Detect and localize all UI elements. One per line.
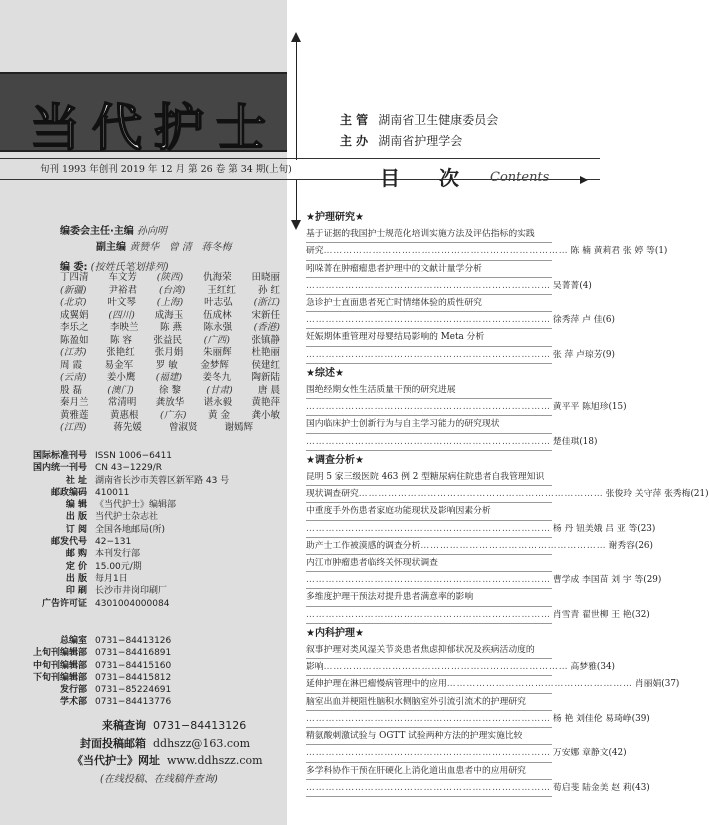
- pubinfo-label: 社 址: [65, 475, 87, 486]
- toc-entry-authors: 肖丽娟(37): [634, 679, 680, 690]
- toc-entry-title: 精氨酸刺激试验与 OGTT 试验两种方法的护理实施比较: [306, 728, 552, 745]
- pubinfo-label: 国际标准刊号: [32, 451, 87, 461]
- pubinfo-value: 4301004000084: [95, 598, 170, 609]
- toc-section-heading: ★综述★: [306, 367, 344, 379]
- phones-label: 下旬刊编辑部: [32, 672, 87, 683]
- committee-member: 曾淑贤: [168, 422, 198, 433]
- committee-member: 宋新任: [251, 309, 280, 321]
- chief-label: 编委会主任·主编: [60, 226, 134, 237]
- supervisor-label: 主 管: [340, 113, 369, 127]
- committee-list: [60, 272, 280, 435]
- toc-entry[interactable]: [306, 642, 615, 676]
- committee-member: 秦月兰: [60, 397, 89, 408]
- phones-row: [20, 660, 290, 672]
- toc-entry-authors: 吴菁菁(4): [552, 280, 592, 291]
- pubinfo-row: [20, 487, 290, 499]
- committee-member: (甘肃): [206, 384, 233, 396]
- pubinfo-row: [20, 536, 290, 548]
- committee-row: [60, 410, 280, 423]
- toc-entry-title: 内江市肿瘤患者临终关怀现状调查: [306, 555, 552, 572]
- leader-dots: …………………………………………………………………: [306, 713, 551, 724]
- phones-row: [20, 684, 290, 696]
- toc-entry-line: [306, 538, 653, 555]
- pubinfo-row: [20, 499, 290, 511]
- committee-note: (按姓氏笔划排列): [90, 262, 169, 273]
- toc-title-en: Contents: [490, 170, 550, 185]
- committee-member: 陈永强: [203, 322, 233, 333]
- toc-entry[interactable]: [306, 555, 662, 589]
- phones-row: [20, 696, 290, 708]
- arrow-up-icon: [291, 32, 301, 42]
- committee-member: 罗 敏: [155, 359, 178, 371]
- pubinfo-value: 湖南省长沙市芙蓉区新军路 43 号: [95, 475, 230, 486]
- committee-member: 黄 金: [207, 409, 230, 421]
- leader-dots: …………………………………………………………………: [306, 402, 551, 413]
- committee-member: 侯建红: [251, 359, 280, 371]
- committee-member: 陶新陆: [251, 372, 280, 383]
- toc-entry-line: [306, 745, 627, 762]
- publication-line: 旬刊 1993 年创刊 2019 年 12 月 第 26 卷 第 34 期(上旬): [40, 164, 292, 175]
- committee-member: 成海玉: [154, 309, 184, 321]
- toc-entry-line: [306, 659, 615, 676]
- email-label: 封面投稿邮箱: [80, 737, 146, 750]
- pubinfo-value: 每月1日: [95, 573, 128, 584]
- email: [80, 735, 250, 751]
- toc-section-heading: ★护理研究★: [306, 212, 364, 223]
- committee-member: 朱丽辉: [203, 347, 232, 358]
- arrow-right-icon: [580, 176, 588, 184]
- toc-entry-title: 助产士工作被漠感的调查分析: [306, 540, 421, 551]
- leader-dots: …………………………………………………………………: [306, 315, 551, 326]
- toc-entry-title: 吲哚菁在肿瘤瘤患者护理中的文献计量学分析: [306, 261, 552, 278]
- pubinfo-value: 全国各地邮局(所): [95, 524, 166, 535]
- phones-label: 上旬刊编辑部: [32, 648, 87, 659]
- toc-entry-title: 脑室出血并梗阻性脑积水侧脑室外引流引流术的护理研究: [306, 694, 552, 711]
- committee-member: (广东): [160, 409, 187, 421]
- chief-editor: [60, 222, 167, 237]
- committee-row: [60, 385, 280, 398]
- committee-member: 张月娟: [154, 347, 184, 358]
- committee-member: 张镇静: [251, 334, 280, 346]
- committee-member: 谢嫣辉: [224, 422, 253, 433]
- divider-line: [296, 40, 297, 160]
- committee-member: (上海): [156, 297, 184, 308]
- toc-entry[interactable]: [306, 469, 709, 503]
- phones-label: 学术部: [59, 697, 87, 708]
- committee-member: 陈 燕: [160, 322, 183, 333]
- toc-entry-authors: 黄平平 陈旭珍(15): [552, 402, 627, 413]
- toc-entry[interactable]: [306, 728, 627, 762]
- committee-member: 黄艳萍: [251, 397, 280, 408]
- toc-entry-title: 围绝经期女性生活质量干预的研究进展: [306, 382, 552, 399]
- committee-member: 李乐之: [60, 322, 89, 333]
- committee-member: 蒋先媛: [113, 422, 142, 433]
- committee-member: 姜冬九: [202, 372, 232, 383]
- arrow-down-icon: [291, 220, 301, 230]
- toc-entry-authors: 肖雪青 翟世柳 王 艳(32): [552, 609, 650, 620]
- phones-label: 中旬刊编辑部: [32, 660, 87, 671]
- table-of-contents: [306, 210, 709, 797]
- toc-entry-authors: 高梦雅(34): [570, 662, 615, 673]
- committee-row: [60, 397, 280, 410]
- committee-member: 伍成林: [203, 309, 232, 321]
- toc-entry-title: 基于证据的我国护士规范化培训实施方法及评估指标的实践: [306, 226, 552, 243]
- web-link[interactable]: www.ddhszz.com: [167, 754, 263, 767]
- pubinfo-row: [20, 548, 290, 560]
- committee-member: (福建): [155, 372, 183, 383]
- pubinfo-value: 长沙市井岗印刷厂: [95, 586, 168, 597]
- phones-value: 0731−84416891: [95, 648, 172, 659]
- pubinfo-row: [20, 475, 290, 487]
- pubinfo-label: 定 价: [65, 561, 87, 572]
- committee-member: 仇海荣: [203, 272, 232, 283]
- pubinfo-value: 本刊发行部: [95, 549, 141, 560]
- committee-member: 黄惠根: [110, 409, 139, 421]
- committee-member: 成翼娟: [60, 309, 89, 321]
- toc-title: 目 次: [380, 166, 475, 190]
- committee-member: 孙 红: [257, 284, 280, 296]
- phones-value: 0731−84415812: [95, 672, 172, 683]
- committee-row: [60, 335, 280, 348]
- web-label: 《当代护士》网址: [72, 754, 160, 767]
- toc-entry[interactable]: [306, 226, 668, 260]
- leader-dots: …………………………………………………………………: [306, 280, 551, 291]
- phones-row: [20, 635, 290, 647]
- committee-heading: [60, 258, 168, 273]
- committee-member: 常清明: [107, 397, 137, 408]
- committee-member: 谌永毅: [203, 397, 233, 408]
- deputy-editors: [96, 238, 231, 253]
- committee-member: 田晓丽: [251, 272, 280, 283]
- toc-entry-authors: 杨 艳 刘佳伦 易琦峥(39): [552, 713, 650, 724]
- pubinfo-row: [20, 511, 290, 523]
- deputy-label: 副主编: [96, 242, 126, 253]
- toc-entry[interactable]: [306, 329, 615, 363]
- phones-value: 0731−84413776: [95, 697, 172, 708]
- committee-member: 李映兰: [110, 322, 139, 333]
- chief-name: 孙向明: [137, 226, 167, 237]
- committee-member: 王红红: [207, 284, 236, 296]
- toc-entry-title: 多维度护理干预法对提升患者满意率的影响: [306, 589, 552, 606]
- pubinfo-label: 邮 购: [65, 549, 87, 560]
- pubinfo-row: [20, 450, 290, 462]
- committee-row: [60, 372, 280, 385]
- leader-dots: …………………………………………………………………: [306, 575, 551, 586]
- phones-label: 总编室: [59, 636, 87, 646]
- supervisor-block: [340, 110, 498, 152]
- committee-member: (新疆): [60, 284, 87, 296]
- committee-row: [60, 310, 280, 323]
- committee-member: (江西): [60, 422, 87, 433]
- toc-entry-line: [306, 676, 680, 693]
- committee-member: 龚小敏: [251, 409, 280, 421]
- phones-value: 0731−85224691: [95, 685, 172, 696]
- committee-row: [60, 422, 280, 435]
- hotline-value: 0731−84413126: [153, 719, 247, 732]
- toc-entry-line: [306, 607, 650, 624]
- committee-member: 唐 晨: [257, 384, 280, 396]
- toc-entry-line: [306, 434, 598, 451]
- pubinfo-label: 国内统一刊号: [32, 463, 87, 474]
- committee-member: 陈 容: [110, 334, 133, 346]
- toc-entry-authors: 张俊玲 关守萍 张秀梅(21): [605, 489, 709, 500]
- toc-section-heading: ★内科护理★: [306, 627, 364, 639]
- pubinfo-label: 邮发代号: [50, 537, 87, 548]
- pubinfo-value: 42−131: [95, 537, 132, 548]
- phones-row: [20, 647, 290, 659]
- committee-row: [60, 347, 280, 360]
- toc-entry-line: [306, 278, 592, 295]
- toc-entry-title: 急诊护士直面患者死亡时情绪体验的质性研究: [306, 295, 552, 312]
- committee-member: (台湾): [158, 284, 186, 296]
- toc-entry[interactable]: [306, 503, 656, 537]
- leader-dots: …………………………………………………………………: [358, 489, 604, 500]
- toc-entry-title: 国内临床护士创新行为与自主学习能力的研究现状: [306, 416, 552, 433]
- toc-entry-line: [306, 780, 650, 797]
- email-link[interactable]: ddhszz@163.com: [153, 737, 251, 750]
- pubinfo-value: 当代护士杂志社: [95, 512, 159, 523]
- phone-list: [20, 635, 290, 709]
- divider-line: [296, 180, 297, 220]
- leader-dots: …………………………………………………………………: [306, 523, 551, 534]
- phones-value: 0731−84413126: [95, 636, 172, 646]
- committee-member: (陕西): [156, 272, 184, 283]
- toc-entry-line: [306, 399, 627, 416]
- toc-entry-line: [306, 486, 709, 503]
- toc-entry-authors: 万安娜 章静文(42): [552, 748, 627, 759]
- website: [72, 752, 263, 768]
- web-note: (在线投稿、在线稿件查询): [100, 774, 218, 785]
- toc-entry-authors: 徐秀萍 卢 佳(6): [552, 315, 615, 326]
- toc-entry[interactable]: [306, 676, 680, 693]
- pubinfo-row: [20, 585, 290, 597]
- toc-entry-line: [306, 312, 615, 329]
- sponsor: 湖南省护理学会: [378, 134, 463, 148]
- committee-row: [60, 285, 280, 298]
- pubinfo-label: 订 阅: [65, 524, 87, 535]
- phones-row: [20, 672, 290, 684]
- committee-member: 车文芳: [108, 272, 137, 283]
- committee-member: 金梦辉: [200, 359, 229, 371]
- toc-entry-line: [306, 711, 650, 728]
- pubinfo-label: 广告许可证: [41, 598, 87, 609]
- committee-row: [60, 322, 280, 335]
- toc-section-heading: ★调查分析★: [306, 454, 364, 466]
- committee-member: 姜小鹰: [106, 372, 136, 383]
- toc-entry-authors: 荀启斐 陆金美 赵 莉(43): [552, 782, 650, 793]
- committee-member: 张艳红: [106, 347, 135, 358]
- masthead-box: [0, 72, 287, 157]
- leader-dots: …………………………………………………: [420, 540, 607, 551]
- pubinfo-label: 邮政编码: [50, 487, 87, 498]
- toc-entry[interactable]: [306, 261, 592, 295]
- committee-member: 张益民: [153, 334, 183, 346]
- committee-member: 杜艳丽: [251, 347, 280, 358]
- committee-member: 易金军: [104, 359, 134, 371]
- toc-entry-title: 延伸护理在淋巴瘤慢病管理中的应用: [306, 679, 447, 690]
- pubinfo-value: ISSN 1006−6411: [95, 451, 173, 461]
- toc-entry-line: [306, 572, 662, 589]
- committee-member: 龚放华: [155, 397, 185, 408]
- leader-dots: …………………………………………………………………: [306, 436, 551, 447]
- toc-entry[interactable]: [306, 295, 615, 329]
- leader-dots: …………………………………………………………………: [306, 349, 551, 360]
- pubinfo-row: [20, 462, 290, 474]
- toc-entry-title-cont: 影响: [306, 662, 324, 673]
- publication-info: [20, 450, 290, 610]
- toc-entry-line: [306, 347, 615, 364]
- leader-dots: …………………………………………………: [446, 679, 633, 690]
- pubinfo-value: CN 43−1229/R: [95, 463, 163, 474]
- committee-member: (四川): [108, 309, 135, 321]
- committee-row: [60, 297, 280, 310]
- committee-member: 叶文琴: [107, 297, 136, 308]
- committee-member: (江苏): [60, 347, 87, 358]
- toc-entry-line: [306, 521, 656, 538]
- toc-entry-authors: 陈 楠 黄莉君 张 婷 等(1): [570, 246, 668, 257]
- committee-row: [60, 360, 280, 373]
- leader-dots: …………………………………………………………………: [323, 662, 569, 673]
- toc-entry[interactable]: [306, 763, 650, 797]
- phones-value: 0731−84415160: [95, 660, 172, 671]
- committee-row: [60, 272, 280, 285]
- phones-label: 发行部: [59, 685, 87, 696]
- toc-entry-title: 叙事护理对类风湿关节炎患者焦虑抑郁状况及疾病活动度的: [306, 642, 552, 659]
- toc-entry-authors: 杨 丹 钮美娥 吕 亚 等(23): [552, 523, 656, 534]
- toc-entry-title-cont: 研究: [306, 246, 324, 257]
- pubinfo-row: [20, 598, 290, 610]
- pubinfo-value: 《当代护士》编辑部: [95, 500, 177, 511]
- pubinfo-row: [20, 573, 290, 585]
- toc-entry[interactable]: [306, 589, 650, 623]
- pubinfo-label: 编 辑: [65, 500, 87, 511]
- leader-dots: …………………………………………………………………: [306, 609, 551, 620]
- toc-entry-authors: 曹学成 李国苗 刘 宇 等(29): [552, 575, 662, 586]
- toc-entry[interactable]: [306, 694, 650, 728]
- pubinfo-label: 出 版: [65, 512, 87, 523]
- toc-entry-authors: 张 萍 卢琼芳(9): [552, 349, 615, 360]
- committee-member: 殷 磊: [60, 384, 83, 396]
- committee-member: 徐 黎: [158, 384, 182, 396]
- hotline: [102, 717, 246, 733]
- committee-member: 周 霞: [60, 359, 83, 371]
- pubinfo-row: [20, 561, 290, 573]
- committee-member: 黄雅莲: [60, 409, 89, 421]
- toc-entry[interactable]: [306, 538, 653, 555]
- committee-member: 陈盈如: [60, 334, 89, 346]
- deputy-name: 黄赞华: [129, 242, 160, 253]
- committee-member: (浙江): [253, 297, 280, 308]
- pubinfo-label: 印 刷: [65, 586, 87, 597]
- toc-entry-title: 妊娠期体重管理对母婴结局影响的 Meta 分析: [306, 329, 552, 346]
- toc-entry-title-cont: 现状调查研究: [306, 489, 359, 500]
- committee-member: (澳门): [107, 384, 134, 396]
- toc-entry[interactable]: [306, 382, 627, 416]
- pubinfo-row: [20, 524, 290, 536]
- toc-entry-title: 多学科协作干预在肝硬化上消化道出血患者中的应用研究: [306, 763, 552, 780]
- toc-entry-authors: 楚佳琪(18): [552, 436, 598, 447]
- journal-title: 当代护士: [30, 98, 278, 157]
- committee-member: 丁四清: [60, 272, 89, 283]
- pubinfo-value: 410011: [95, 487, 130, 498]
- leader-dots: …………………………………………………………………: [306, 782, 551, 793]
- sponsor-label: 主 办: [340, 134, 369, 148]
- toc-entry-title: 昆明 5 家三级医院 463 例 2 型糖尿病住院患者自我管理知识: [306, 469, 552, 486]
- committee-member: (北京): [60, 297, 87, 308]
- toc-entry-title: 中重度手外伤患者家庭功能现状及影响因素分析: [306, 503, 552, 520]
- leader-dots: …………………………………………………………………: [323, 246, 569, 257]
- deputy-name: 蒋冬梅: [201, 242, 232, 253]
- committee-label: 编 委:: [60, 262, 88, 273]
- committee-member: (云南): [60, 372, 87, 383]
- committee-member: (广西): [203, 334, 230, 346]
- toc-entry-line: [306, 243, 668, 260]
- committee-member: (香港): [253, 322, 280, 333]
- toc-entry-authors: 谢秀容(26): [608, 540, 653, 551]
- hotline-label: 来稿查询: [102, 719, 146, 732]
- deputy-name: 曾 清: [168, 242, 192, 253]
- leader-dots: …………………………………………………………………: [306, 748, 551, 759]
- committee-member: 尹裕君: [108, 284, 137, 296]
- supervisor: 湖南省卫生健康委员会: [378, 113, 499, 127]
- pubinfo-label: 出 版: [65, 573, 87, 584]
- committee-member: 叶志弘: [204, 297, 233, 308]
- pubinfo-value: 15.00元/期: [95, 561, 142, 572]
- toc-entry[interactable]: [306, 416, 598, 450]
